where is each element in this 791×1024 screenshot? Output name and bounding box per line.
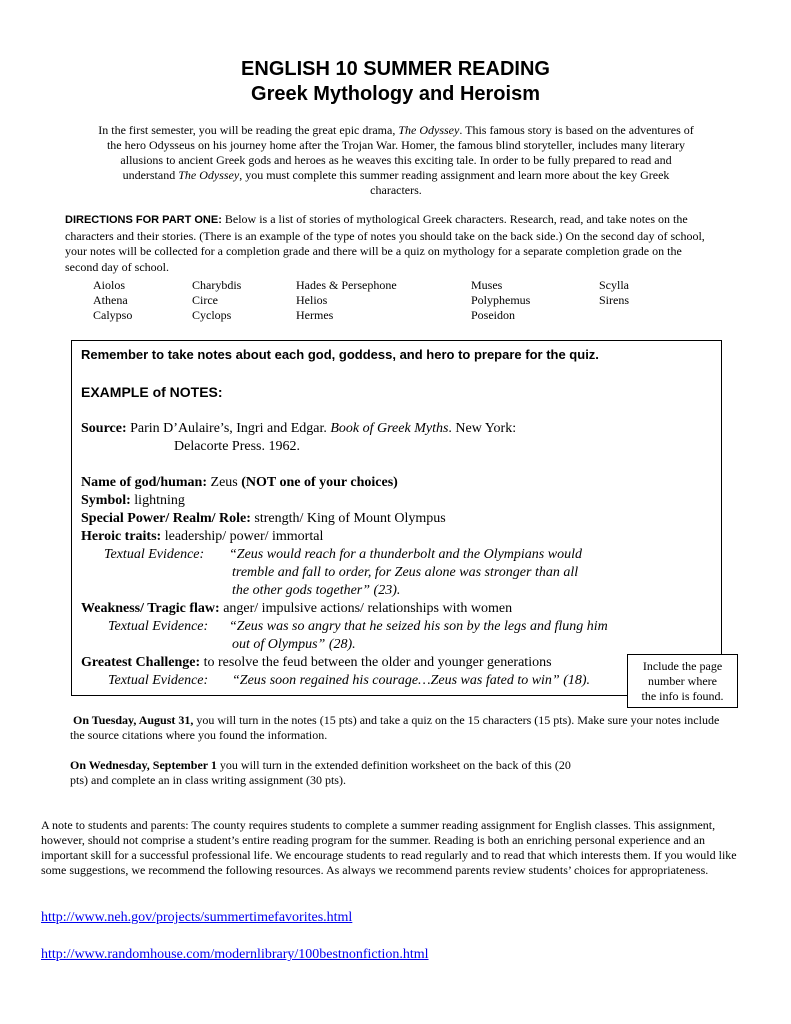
callout-line: Include the page: [642, 659, 723, 673]
directions-paragraph: [65, 212, 715, 275]
evidence-1-text: “Zeus would reach for a thunderbolt and the Olympians would: [229, 547, 582, 562]
directions-text: Below is a list of stories of mythological Greek characters. Research, read, and take notes on the characters and their stories. (There is an example of the type of notes you should take on the back side.) On the second day of school, your notes will be collected for a completion grade and there will be a quiz on mythology for a separate completion grade on the second day of school.: [65, 212, 705, 274]
traits-value: leadership/ power/ immortal: [161, 529, 324, 544]
directions-label: DIRECTIONS FOR PART ONE:: [65, 214, 222, 226]
source-place: . New York:: [448, 421, 517, 436]
character-item: Aiolos: [93, 278, 126, 292]
evidence-2-line-2: out of Olympus” (28).: [232, 637, 356, 652]
tuesday-due-paragraph: [70, 713, 720, 743]
character-column-1: [93, 278, 132, 323]
character-item: Poseidon: [471, 308, 516, 322]
symbol-line: [81, 492, 578, 510]
character-item: Polyphemus: [471, 293, 531, 307]
callout-line: the info is found.: [641, 689, 724, 703]
challenge-line: [81, 654, 578, 672]
page-title: ENGLISH 10 SUMMER READING: [241, 58, 550, 80]
intro-book-title-2: The Odyssey: [178, 168, 240, 182]
evidence-2-text: “Zeus was so angry that he seized his son by the legs and flung him: [229, 619, 608, 634]
intro-book-title-1: The Odyssey: [398, 123, 460, 137]
intro-paragraph: [96, 123, 696, 198]
character-item: Hermes: [296, 308, 334, 322]
evidence-label: Textual Evidence:: [108, 673, 209, 688]
character-item: Muses: [471, 278, 503, 292]
power-value: strength/ King of Mount Olympus: [250, 511, 446, 526]
source-book-title: Book of Greek Myths: [330, 421, 449, 436]
wednesday-text: you will turn in the extended definition worksheet on the back of this (20 pts) and complete an in class writing assignment (30 pts).: [70, 758, 571, 787]
power-line: [81, 510, 578, 528]
name-line: [81, 474, 578, 492]
name-label: Name of god/human:: [81, 475, 208, 490]
character-item: Cyclops: [192, 308, 232, 322]
page-number-callout: [627, 654, 738, 708]
intro-text-3: , you must complete this summer reading assignment and learn more about the key Greek characters.: [239, 168, 670, 197]
note-to-parents: A note to students and parents: The county requires students to complete a summer reading assignment for English classes. This assignment, however, should not comprise a student’s entire reading program for the summer. Reading is both an enriching personal experience and an important skill for a successful professional life. We encourage students to read regularly and to read that which interests them. If you would like some suggestions, we recommend the following resources. As always we recommend parents review students’ choices for appropriateness.: [41, 818, 737, 877]
character-item: Circe: [192, 293, 218, 307]
evidence-1-line-1: [81, 546, 582, 564]
traits-label: Heroic traits:: [81, 529, 162, 544]
source-publisher: Delacorte Press. 1962.: [174, 439, 300, 454]
weakness-line: [81, 600, 578, 618]
character-column-4: [471, 278, 530, 323]
character-item: Calypso: [93, 308, 133, 322]
tuesday-text: you will turn in the notes (15 pts) and take a quiz on the 15 characters (15 pts). Make sure your notes include the source citations where you found the information.: [70, 713, 720, 742]
evidence-1-line-2: tremble and fall to order, for Zeus alone was stronger than all: [232, 565, 579, 580]
evidence-3-text: “Zeus soon regained his courage…Zeus was fated to win” (18).: [232, 673, 591, 688]
symbol-value: lightning: [130, 493, 185, 508]
name-value: Zeus: [207, 475, 242, 490]
character-column-2: [192, 278, 241, 323]
tuesday-label: On Tuesday, August 31,: [73, 713, 194, 727]
page-subtitle: Greek Mythology and Heroism: [251, 83, 540, 105]
callout-line: number where: [648, 674, 717, 688]
character-column-5: [599, 278, 629, 308]
character-item: Sirens: [599, 293, 629, 307]
example-heading: EXAMPLE of NOTES:: [81, 384, 223, 400]
source-authors: Parin D’Aulaire’s, Ingri and Edgar.: [126, 421, 331, 436]
intro-text-1: In the first semester, you will be reading the great epic drama,: [98, 123, 399, 137]
character-item: Scylla: [599, 278, 629, 292]
character-item: Helios: [296, 293, 328, 307]
character-item: Charybdis: [192, 278, 242, 292]
power-label: Special Power/ Realm/ Role:: [81, 511, 251, 526]
name-note: (NOT one of your choices): [241, 475, 398, 490]
example-notes: [81, 420, 608, 690]
weakness-value: anger/ impulsive actions/ relationships with women: [219, 601, 513, 616]
link-neh-summertime-favorites[interactable]: http://www.neh.gov/projects/summertimefavorites.html: [41, 910, 353, 925]
evidence-1-line-3: the other gods together” (23).: [232, 583, 401, 598]
character-column-3: [296, 278, 397, 323]
symbol-label: Symbol:: [81, 493, 131, 508]
intro-text-2: . This famous story is based on the adventures of the hero Odysseus on his journey home after the Trojan War. Homer, the famous blind storyteller, includes many literary allusions to ancient Greek gods and heroes as he weaves this exciting tale. In order to be fully prepared to read and understand: [106, 123, 694, 182]
challenge-value: to resolve the feud between the older and younger generations: [200, 655, 552, 670]
character-item: Athena: [93, 293, 128, 307]
evidence-label: Textual Evidence:: [104, 547, 205, 562]
traits-line: [81, 528, 578, 546]
source-line: [81, 420, 578, 438]
link-randomhouse-100-best[interactable]: http://www.randomhouse.com/modernlibrary/100bestnonfiction.html: [41, 947, 429, 962]
evidence-3-line: [81, 672, 591, 690]
evidence-2-line-1: [81, 618, 608, 636]
character-item: Hades & Persephone: [296, 278, 397, 292]
wednesday-due-paragraph: [70, 758, 575, 788]
wednesday-label: On Wednesday, September 1: [70, 758, 217, 772]
challenge-label: Greatest Challenge:: [81, 655, 201, 670]
reminder-text: Remember to take notes about each god, goddess, and hero to prepare for the quiz.: [81, 347, 599, 362]
source-label: Source:: [81, 421, 127, 436]
weakness-label: Weakness/ Tragic flaw:: [81, 601, 220, 616]
evidence-label: Textual Evidence:: [108, 619, 209, 634]
